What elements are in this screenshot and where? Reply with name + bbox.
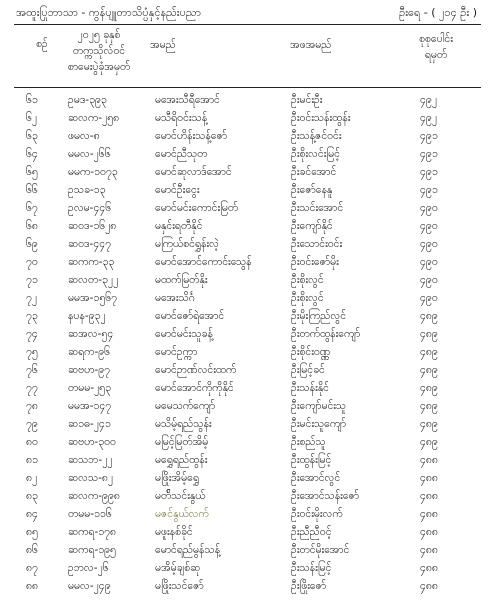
row-number: ၇၄ <box>26 328 38 340</box>
row-number: ၈၂ <box>26 472 38 484</box>
row-father-name: ဦးထွန်းမြင့် <box>291 454 332 466</box>
row-total-marks: ၄၈၈ <box>420 508 438 520</box>
column-header-reg-line1: ၂၀၂၅ ခုနှစ် <box>77 29 121 41</box>
row-total-marks: ၄၉၂ <box>420 112 437 124</box>
row-father-name: ဦးစိုးလွင် <box>291 274 324 286</box>
row-exam-number: ဆဗဟ-၃၀၀ <box>68 436 116 448</box>
table-row <box>0 433 495 451</box>
table-row <box>0 469 495 487</box>
table-row <box>0 109 495 127</box>
row-total-marks: ၄၈၈ <box>420 544 438 556</box>
table-row <box>0 235 495 253</box>
row-father-name: ဦးဝင်းဇော်မိုး <box>291 256 339 268</box>
row-exam-number: ဆကရ-၁၇၈ <box>68 526 117 538</box>
row-number: ၆၇ <box>26 202 38 214</box>
row-exam-number: ဆ၀ဒ-၁၆၂၈ <box>68 220 117 232</box>
row-number: ၈၈ <box>26 580 38 592</box>
row-exam-number: ဆကက-၃၃ <box>68 256 115 268</box>
row-student-name: မသိမ့်ရည်သွန်း <box>155 418 212 430</box>
row-number: ၇၁ <box>26 274 38 286</box>
row-exam-number: ဆကရ-၁၉၅ <box>68 544 116 556</box>
table-row <box>0 397 495 415</box>
row-father-name: ဦးတင်မိုးအောင် <box>291 544 350 556</box>
column-header-reg-line2: တက္ကသိုလ်ဝင် <box>72 45 126 57</box>
table-row <box>0 541 495 559</box>
table-row <box>0 253 495 271</box>
row-father-name: ဦးဇော်နေနူ <box>291 184 333 196</box>
column-header-name: အမည် <box>150 39 176 51</box>
row-father-name: ဦးသန်းနိုင် <box>291 382 329 394</box>
row-father-name: ဦးခင်အောင် <box>291 166 337 178</box>
row-father-name: ဦးမြင့်ခင် <box>291 364 325 376</box>
row-student-name: မဇင်နွယ်လက် <box>155 508 209 520</box>
row-exam-number: မမအ-၁၅၆၇ <box>68 292 118 304</box>
row-number: ၇၉ <box>26 418 38 430</box>
row-student-name: မောင်ဥက္ကာ <box>155 346 198 358</box>
table-row <box>0 199 495 217</box>
table-row <box>0 361 495 379</box>
row-total-marks: ၄၈၈ <box>420 526 438 538</box>
row-total-marks: ၄၈၉ <box>420 328 438 340</box>
row-number: ၇၇ <box>26 382 38 394</box>
row-total-marks: ၄၈၉ <box>420 346 438 358</box>
table-row <box>0 145 495 163</box>
row-total-marks: ၄၈၈ <box>420 562 438 574</box>
row-number: ၇၈ <box>26 400 38 412</box>
table-row <box>0 451 495 469</box>
row-number: ၈၁ <box>26 454 38 466</box>
row-number: ၇၅ <box>26 346 38 358</box>
row-number: ၆၅ <box>26 166 38 178</box>
row-father-name: ဦးမင်းသူကျော် <box>291 418 347 430</box>
row-number: ၆၄ <box>26 148 38 160</box>
row-father-name: ဦးကျော်နိုင် <box>291 220 333 232</box>
column-header-reg-line3: စာမေးပွဲခုံအမှတ် <box>67 61 131 73</box>
column-header-no: စဉ် <box>36 38 48 50</box>
row-exam-number: ဆလသ-၈၂ <box>68 472 114 484</box>
row-student-name: မမြင့်မြတ်အိမ့် <box>155 436 209 448</box>
row-student-name: မမေသက်ကျော် <box>155 400 216 412</box>
row-exam-number: ဥဘလ-၂၆ <box>68 562 109 574</box>
row-total-marks: ၄၉၂ <box>420 94 437 106</box>
row-total-marks: ၄၉၀ <box>420 220 438 232</box>
row-student-name: မအိမ့်ချစ်ဆု <box>155 562 201 574</box>
row-total-marks: ၄၈၉ <box>420 418 438 430</box>
table-row <box>0 91 495 109</box>
row-student-name: မဖြိုးသင်ဇော် <box>155 580 204 592</box>
table-row <box>0 523 495 541</box>
row-father-name: ဦးဖြိုးဇော် <box>291 580 327 592</box>
row-father-name: ဦးသင်းအောင် <box>291 202 344 214</box>
row-total-marks: ၄၈၉ <box>420 400 438 412</box>
row-father-name: ဦးကျော်မင်းသူ <box>291 400 347 412</box>
row-father-name: ဦးသန့်ဇင်ဝင်း <box>291 130 342 142</box>
table-row <box>0 163 495 181</box>
table-row <box>0 289 495 307</box>
row-exam-number: ဥလမ-၄၄၆ <box>68 202 112 214</box>
row-exam-number: ဆရက-၉၆ <box>68 346 111 358</box>
column-header-marks <box>406 31 466 63</box>
table-row <box>0 343 495 361</box>
header-bottom-rule <box>14 87 481 88</box>
count-title: ဦးရေ - ( ၂၁၄ ဦး ) <box>399 6 477 19</box>
row-student-name: မကြယ်စင်ရွှန်းလဲ့ <box>155 238 219 250</box>
row-exam-number: ဆအလ-၅၄ <box>68 328 114 340</box>
row-student-name: မဖူးနစ်ခိုင် <box>155 526 193 538</box>
row-total-marks: ၄၉၁ <box>420 166 438 178</box>
row-student-name: မောင်ညီသုတ <box>155 148 208 160</box>
row-student-name: မောင်ဇော်ရဲအောင် <box>155 310 225 322</box>
table-row <box>0 181 495 199</box>
row-father-name: ဦးဝင်းသန်းထွန်း <box>291 112 351 124</box>
row-student-name: မအေးသိင်္ဂ <box>155 292 195 304</box>
row-exam-number: ဆ၀ဒ-၄၄၇ <box>68 238 112 250</box>
row-total-marks: ၄၈၉ <box>420 382 438 394</box>
row-number: ၇၀ <box>26 256 38 268</box>
row-total-marks: ၄၈၈ <box>420 490 438 502</box>
row-student-name: မသီရိဝင်းသန့် <box>155 112 208 124</box>
row-total-marks: ၄၉၁ <box>420 184 438 196</box>
row-exam-number: မမလ-၂၄၉ <box>68 580 111 592</box>
column-header-marks-line1: စုစုပေါင်း <box>419 33 453 45</box>
row-number: ၆၃ <box>26 130 38 142</box>
row-exam-number: တမမ-၁၁၆ <box>68 508 112 520</box>
row-number: ၆၁ <box>26 94 38 106</box>
row-number: ၈၅ <box>26 526 38 538</box>
row-total-marks: ၄၉၀ <box>420 256 438 268</box>
table-row <box>0 379 495 397</box>
row-father-name: ဦးမိုးကြည်လွင် <box>291 310 347 322</box>
row-father-name: ဦးသန်းမြင့် <box>291 562 332 574</box>
column-header-reg <box>54 27 144 75</box>
row-student-name: မတ်ိသင်းနွယ် <box>155 490 206 502</box>
row-exam-number: တမမ-၂၅၃ <box>68 382 111 394</box>
row-father-name: ဦးမင်းဦး <box>291 94 323 106</box>
table-row <box>0 325 495 343</box>
row-student-name: မောင်ရည်မွန်သန့် <box>155 544 221 556</box>
row-total-marks: ၄၈၈ <box>420 580 438 592</box>
row-exam-number: မမက-၁၀၇၃ <box>68 166 118 178</box>
row-student-name: မအေးသီရီအောင် <box>155 94 220 106</box>
row-father-name: ဦးစိုင်းဝဏ္ဏ <box>291 346 331 358</box>
row-student-name: မောင်မင်းသူခန့် <box>155 328 213 340</box>
row-total-marks: ၄၉၀ <box>420 202 438 214</box>
row-exam-number: ဆဗဟ-၉၇ <box>68 364 111 376</box>
table-row <box>0 217 495 235</box>
subject-title: အထူးပြုဘာသာ - ကွန်ပျူတာသိပ္ပံနှင့်နည်းပညာ <box>16 6 201 19</box>
row-total-marks: ၄၈၉ <box>420 310 438 322</box>
row-student-name: မနှင်းရတီနိုင် <box>155 220 203 232</box>
row-total-marks: ၄၉၀ <box>420 238 438 250</box>
row-number: ၆၉ <box>26 238 38 250</box>
row-total-marks: ၄၉၀ <box>420 292 438 304</box>
row-exam-number: ဖမလ-၈ <box>68 130 100 142</box>
row-exam-number: ဆသဘ-၂၂ <box>68 454 113 466</box>
row-number: ၇၂ <box>26 292 38 304</box>
row-student-name: မောင်အောင်ကိုကိုနိုင် <box>155 382 234 394</box>
row-father-name: ဦးစိုးလွင် <box>291 292 324 304</box>
row-father-name: ဦးညီညီဝင့် <box>291 526 332 538</box>
row-student-name: မရွှေရည်ထွန်း <box>155 454 208 466</box>
table-row <box>0 559 495 577</box>
row-total-marks: ၄၉၁ <box>420 148 438 160</box>
table-row <box>0 127 495 145</box>
row-number: ၆၆ <box>26 184 38 196</box>
header-top-rule <box>14 24 481 25</box>
column-header-father: အဖအမည် <box>290 39 332 51</box>
row-number: ၆၂ <box>26 112 38 124</box>
row-number: ၈၀ <box>26 436 38 448</box>
row-exam-number: ဆလက-၉၉၈ <box>68 490 120 502</box>
table-row <box>0 577 495 595</box>
row-father-name: ဦးဝင်းမိုးလက် <box>291 508 343 520</box>
table-row <box>0 505 495 523</box>
table-row <box>0 271 495 289</box>
row-student-name: မထက်မြတ်နိုး <box>155 274 208 286</box>
row-total-marks: ၄၈၉ <box>420 436 438 448</box>
row-father-name: ဦးစည်သူ <box>291 436 326 448</box>
row-total-marks: ၄၈၈ <box>420 454 438 466</box>
row-number: ၆၈ <box>26 220 38 232</box>
table-row <box>0 415 495 433</box>
results-table-body <box>0 91 495 595</box>
row-student-name: မောင်ဟိန်းသန့်ဇော် <box>155 130 228 142</box>
row-total-marks: ၄၈၉ <box>420 364 438 376</box>
row-father-name: ဦးသောင်းဝင်း <box>291 238 343 250</box>
row-number: ၇၃ <box>26 310 38 322</box>
row-exam-number: ဥသခ-၁၃ <box>68 184 106 196</box>
row-father-name: ဦးအောင်လွင် <box>291 472 341 484</box>
row-total-marks: ၄၉၁ <box>420 130 438 142</box>
row-number: ၈၄ <box>26 508 38 520</box>
row-father-name: ဦးစိုးလင်းမြင့် <box>291 148 340 160</box>
row-father-name: ဦးအောင်သန်းဇော် <box>291 490 360 502</box>
row-student-name: မောင်မင်းကောင်းမြတ် <box>155 202 239 214</box>
row-total-marks: ၄၉၀ <box>420 274 438 286</box>
row-student-name: မောင်အောင်ကောင်းသွေန် <box>155 256 252 268</box>
row-father-name: ဦးတက်ထွန်းကျော် <box>291 328 361 340</box>
column-header-marks-line2: ရမှတ် <box>424 49 448 61</box>
row-student-name: မောင်ဉာဏ်လင်းထက် <box>155 364 237 376</box>
row-exam-number: ဥမဒ-၃၉၃ <box>68 94 107 106</box>
table-row <box>0 307 495 325</box>
row-exam-number: မမအ-၁၄၇ <box>68 400 112 412</box>
row-student-name: မဖြိုးအိမ့်ရွှေ <box>155 472 199 484</box>
row-exam-number: မမလ-၂၆၆ <box>68 148 111 160</box>
row-total-marks: ၄၈၈ <box>420 472 438 484</box>
row-number: ၈၃ <box>26 490 38 502</box>
row-number: ၇၆ <box>26 364 38 376</box>
row-number: ၈၇ <box>26 562 38 574</box>
row-student-name: မောင်ဦးငွေး <box>155 184 200 196</box>
row-exam-number: ဆလတ-၃၂၂ <box>68 274 119 286</box>
row-exam-number: ဆ၁ဓ-၂၄၁ <box>68 418 111 430</box>
row-exam-number: နပန-၉၃၂ <box>68 310 106 322</box>
row-exam-number: ဆလက-၂၅၈ <box>68 112 120 124</box>
table-row <box>0 487 495 505</box>
row-student-name: မောင်ဆုလာဒ်အောင် <box>155 166 232 178</box>
row-number: ၈၆ <box>26 544 38 556</box>
